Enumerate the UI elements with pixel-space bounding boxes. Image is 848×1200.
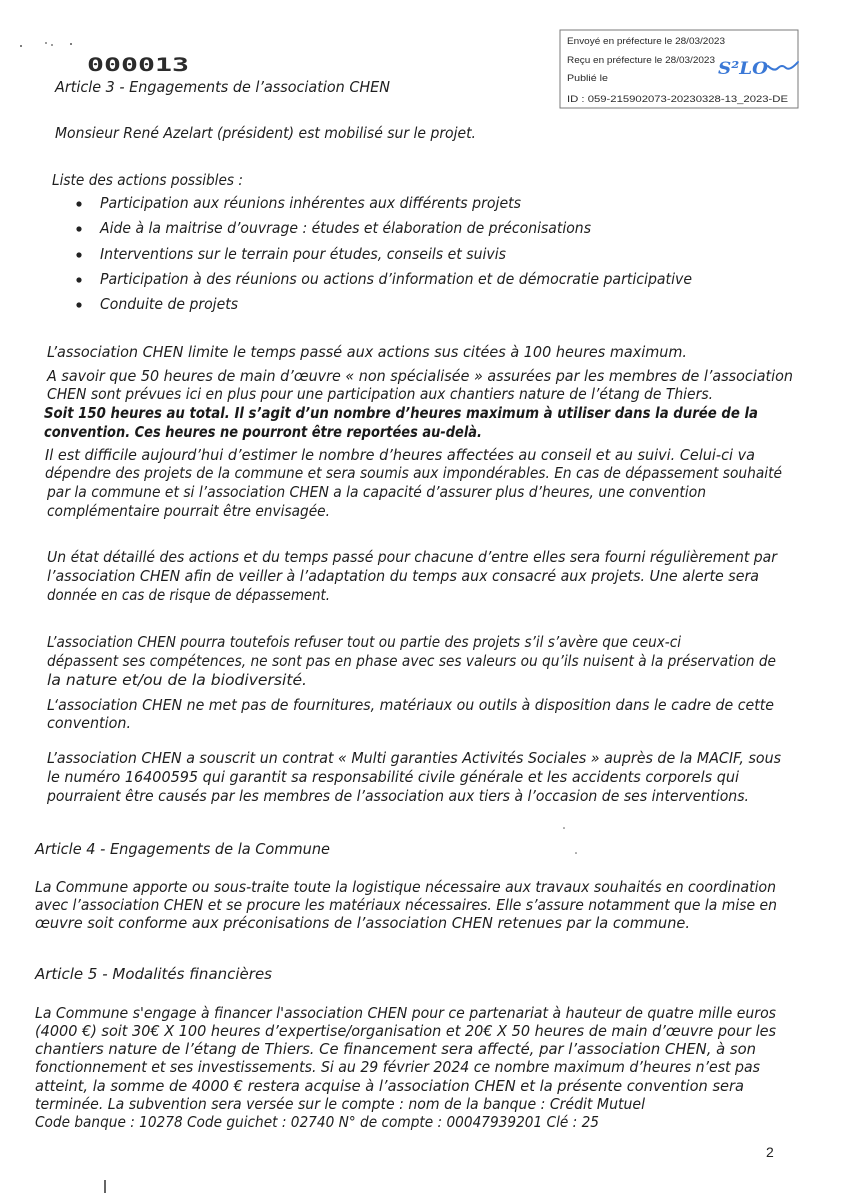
article5-heading: Article 5 - Modalités financières: [34, 965, 273, 983]
article4-paragraph: [35, 878, 777, 932]
paragraph-line: donnée en cas de risque de dépassement.: [47, 586, 330, 604]
paragraph-line: la nature et/ou de la biodiversité.: [47, 671, 307, 689]
stamp-sent-date: Envoyé en préfecture le 28/03/2023: [567, 36, 725, 46]
scan-speck: [575, 852, 577, 854]
bullet-icon: [76, 252, 81, 257]
paragraph-line: atteint, la somme de 4000 € restera acquise à l’association CHEN et la présente convention sera: [35, 1077, 744, 1095]
action-item: Participation aux réunions inhérentes aux différents projets: [100, 194, 522, 212]
bullet-icon: [76, 226, 81, 231]
paragraph-line: le numéro 16400595 qui garantit sa responsabilité civile générale et les accidents corporels qui: [47, 768, 740, 786]
paragraph-line: La Commune apporte ou sous-traite toute la logistique nécessaire aux travaux souhaités en coordination: [35, 878, 776, 896]
paragraph-line: convention.: [47, 714, 131, 732]
action-item: Aide à la maitrise d’ouvrage : études et élaboration de préconisations: [99, 219, 592, 237]
stamp-id: ID : 059-215902073-20230328-13_2023-DE: [567, 94, 788, 104]
scan-speck: [20, 45, 22, 47]
action-item: Participation à des réunions ou actions d’information et de démocratie participative: [100, 270, 692, 288]
paragraph-line: dépendre des projets de la commune et sera soumis aux impondérables. En cas de dépassement souhaité: [45, 464, 782, 482]
article4-heading: Article 4 - Engagements de la Commune: [34, 840, 331, 858]
paragraph-line: par la commune et si l’association CHEN a la capacité d’assurer plus d’heures, une convention: [46, 483, 706, 501]
s2lo-logo-text: S²LO: [718, 59, 769, 79]
paragraph-line: avec l’association CHEN et se procure les matériaux nécessaires. Elle s’assure notamment que la mise en: [35, 896, 777, 914]
paragraph-line: dépassent ses compétences, ne sont pas en phase avec ses valeurs ou qu’ils nuisent à la préservation de: [47, 652, 776, 670]
paragraph-line: (4000 €) soit 30€ X 100 heures d’expertise/organisation et 20€ X 50 heures de main d’œuvre pour les: [35, 1022, 777, 1040]
bold-line: Soit 150 heures au total. Il s’agit d’un nombre d’heures maximum à utiliser dans la durée de la: [44, 404, 758, 422]
stamp-published: Publié le: [567, 73, 608, 83]
paragraph-line: fonctionnement et ses investissements. Si au 29 février 2024 ce nombre maximum d’heures n’est pas: [35, 1058, 761, 1076]
paragraph-line: L’association CHEN pourra toutefois refuser tout ou partie des projets s’il s’avère que ceux-ci: [47, 633, 682, 651]
action-item: Interventions sur le terrain pour études, conseils et suivis: [100, 245, 507, 263]
actions-list-title: Liste des actions possibles :: [52, 171, 243, 189]
article3-heading: Article 3 - Engagements de l’association CHEN: [54, 78, 390, 96]
scan-speck: [70, 43, 72, 45]
bank-details-line: Code banque : 10278 Code guichet : 02740 N° de compte : 00047939201 Clé : 25: [35, 1113, 599, 1131]
paragraph-line: pourraient être causés par les membres de l’association aux tiers à l’occasion de ses interventions.: [46, 787, 750, 805]
paragraph-line: l’association CHEN afin de veiller à l’adaptation du temps aux consacré aux projets. Une alerte sera: [47, 567, 759, 585]
paragraph-line: L‘association CHEN ne met pas de fournitures, matériaux ou outils à disposition dans le cadre de cette: [47, 696, 774, 714]
paragraph-line: Il est difficile aujourd’hui d’estimer le nombre d’heures affectées au conseil et au suivi. Celui-ci va: [45, 446, 755, 464]
scan-speck: [563, 827, 565, 829]
paragraph-line: œuvre soit conforme aux préconisations de l’association CHEN retenues par la commune.: [35, 914, 690, 932]
paragraph-line: chantiers nature de l’étang de Thiers. Ce financement sera affecté, par l’association CHEN, à son: [35, 1040, 756, 1058]
bullet-icon: [76, 302, 81, 307]
bold-line: convention. Ces heures ne pourront être reportées au-delà.: [44, 423, 482, 441]
registration-number: 000013: [87, 54, 189, 76]
paragraph-line: La Commune s'engage à financer l'association CHEN pour ce partenariat à hauteur de quatre mille euros: [35, 1004, 777, 1022]
paragraph-line: complémentaire pourrait être envisagée.: [47, 502, 330, 520]
paragraph-line: L’association CHEN limite le temps passé aux actions sus citées à 100 heures maximum.: [47, 343, 687, 361]
article3-intro: Monsieur René Azelart (président) est mobilisé sur le projet.: [55, 124, 476, 142]
stamp-received-date: Reçu en préfecture le 28/03/2023: [567, 55, 715, 65]
scan-speck: [51, 44, 53, 46]
page-number: 2: [766, 1144, 774, 1160]
paragraph-line: CHEN sont prévues ici en plus pour une participation aux chantiers nature de l’étang de Thiers.: [47, 385, 713, 403]
paragraph-line: terminée. La subvention sera versée sur le compte : nom de la banque : Crédit Mutuel: [35, 1095, 646, 1113]
bullet-icon: [76, 201, 81, 206]
paragraph-line: L’association CHEN a souscrit un contrat « Multi garanties Activités Sociales » auprès de la MACIF, sous: [47, 749, 782, 767]
scan-speck: [45, 42, 47, 44]
paragraph-line: A savoir que 50 heures de main d’œuvre « non spécialisée » assurées par les membres de l’association: [46, 367, 793, 385]
bullet-icon: [76, 277, 81, 282]
action-item: Conduite de projets: [100, 295, 239, 313]
paragraph-line: Un état détaillé des actions et du temps passé pour chacune d’entre elles sera fourni régulièrement par: [47, 548, 778, 566]
insurance-paragraph: [46, 749, 781, 805]
